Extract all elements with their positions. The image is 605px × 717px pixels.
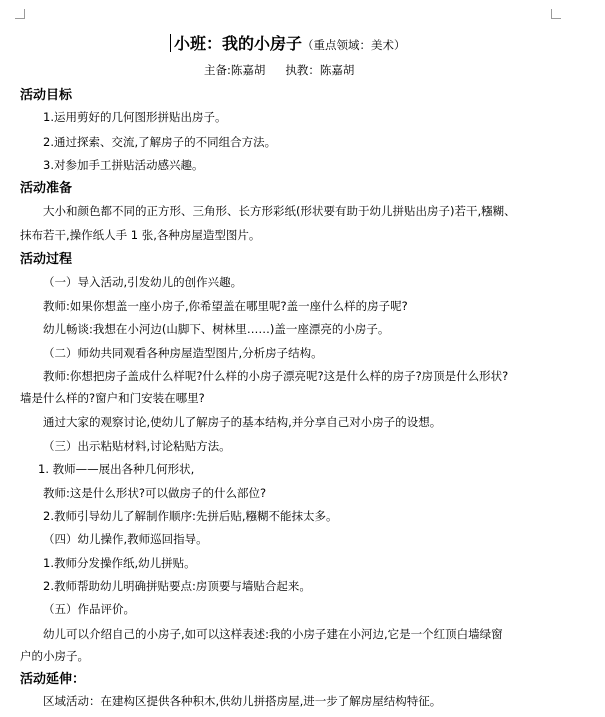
section-heading-prep: 活动准备 [20,181,73,196]
process-line: （三）出示粘贴材料,讨论粘贴方法。 [43,439,231,453]
process-line: 1. 教师——展出各种几何形状, [38,462,195,476]
goal-item: 2.通过探索、交流,了解房子的不同组合方法。 [43,135,277,149]
section-heading-goals: 活动目标 [20,88,73,103]
process-line: 教师:你想把房子盖成什么样呢?什么样的小房子漂亮呢?这是什么样的房子?房顶是什么形状? [43,369,509,383]
process-line: 教师:这是什么形状?可以做房子的什么部位? [43,486,267,500]
process-line: （二）师幼共同观看各种房屋造型图片,分析房子结构。 [43,346,323,360]
title-main: 小班：我的小房子 [174,34,303,53]
process-line: 幼儿畅谈:我想在小河边(山脚下、树林里……)盖一座漂亮的小房子。 [43,322,390,336]
process-line: （五）作品评价。 [43,602,135,616]
extension-line: 区域活动：在建构区提供各种积木,供幼儿拼搭房屋,进一步了解房屋结构特征。 [43,694,442,708]
process-line: 通过大家的观察讨论,使幼儿了解房子的基本结构,并分享自己对小房子的设想。 [43,415,442,429]
process-line: （一）导入活动,引发幼儿的创作兴趣。 [43,275,243,289]
process-line: 教师:如果你想盖一座小房子,你希望盖在哪里呢?盖一座什么样的房子呢? [43,299,408,313]
process-line: 幼儿可以介绍自己的小房子,如可以这样表述:我的小房子建在小河边,它是一个红顶白墙绿窗 [43,627,503,641]
process-line: 2.教师帮助幼儿明确拼贴要点:房顶要与墙贴合起来。 [43,579,311,593]
crop-mark-top-right [551,9,561,19]
prep-line: 大小和颜色都不同的正方形、三角形、长方形彩纸(形状要有助于幼儿拼贴出房子)若干,糨糊、 [43,204,516,218]
process-line: （四）幼儿操作,教师巡回指导。 [43,532,208,546]
byline-teacher: 执教：陈嘉胡 [285,63,355,77]
section-heading-extension: 活动延伸： [20,672,86,687]
process-line: 户的小房子。 [20,649,89,663]
document-title[interactable] [170,31,406,54]
section-heading-process: 活动过程 [20,252,73,267]
process-line: 1.教师分发操作纸,幼儿拼贴。 [43,556,196,570]
prep-line: 抹布若干,操作纸人手 1 张,各种房屋造型图片。 [20,228,261,242]
process-line: 墙是什么样的?窗户和门安装在哪里? [20,391,205,405]
process-line: 2.教师引导幼儿了解制作顺序:先拼后贴,糨糊不能抹太多。 [43,509,338,523]
title-subtitle: （重点领域：美术） [302,38,406,52]
text-cursor [170,34,171,52]
crop-mark-top-left [15,9,25,19]
goal-item: 3.对参加手工拼贴活动感兴趣。 [43,158,204,172]
goal-item: 1.运用剪好的几何图形拼贴出房子。 [43,110,227,124]
byline [204,62,354,78]
byline-author: 主备:陈嘉胡 [204,63,266,77]
